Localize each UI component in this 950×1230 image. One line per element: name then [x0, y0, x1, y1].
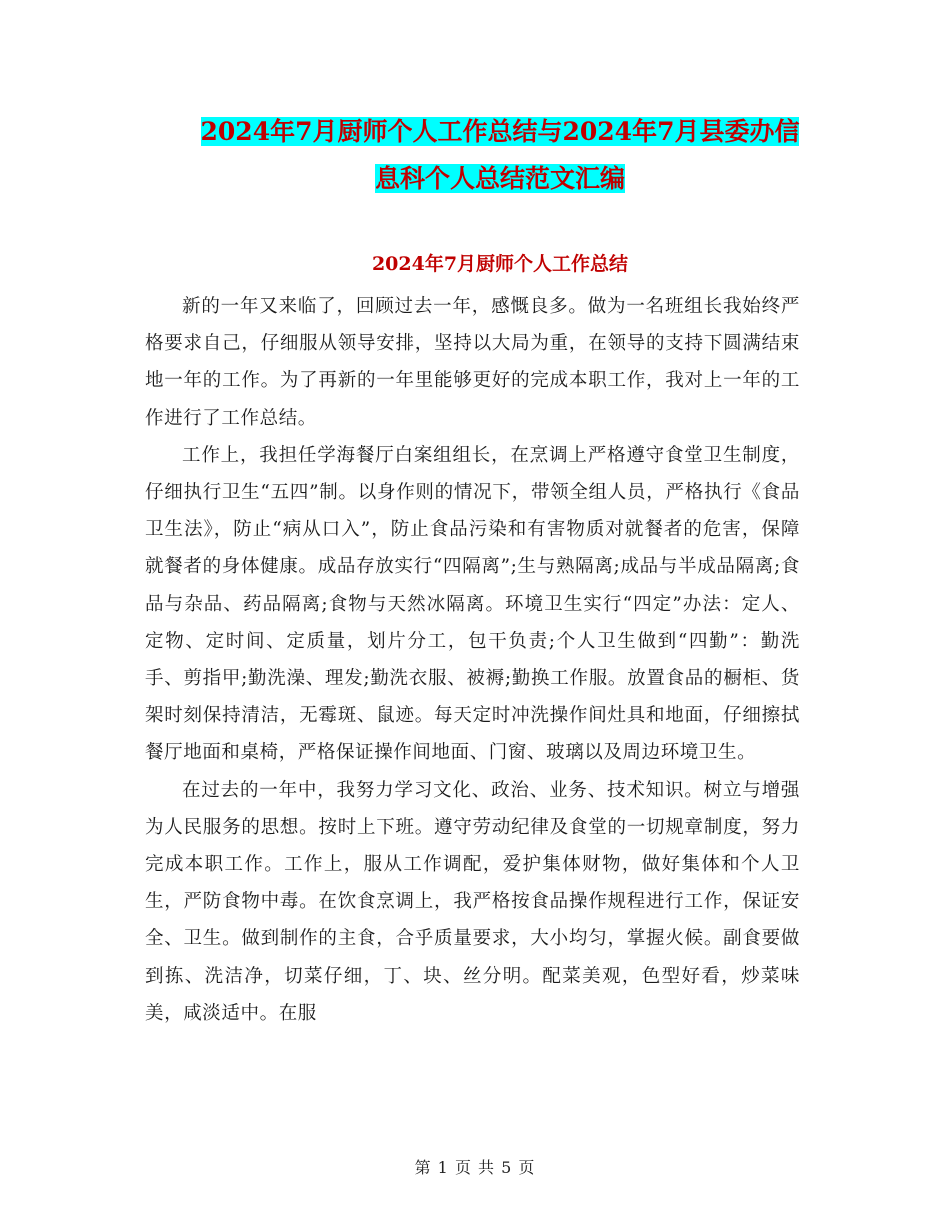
title-line-2 [140, 155, 860, 202]
section-title: 2024年7月厨师个人工作总结 [371, 253, 629, 275]
paragraph: 工作上，我担任学海餐厅白案组组长，在烹调上严格遵守食堂卫生制度，仔细执行卫生“五四”制。以身作则的情况下，带领全组人员，严格执行《食品卫生法》，防止“病从口入”，防止食品污染和有害物质对就餐者的危害，保障就餐者的身体健康。成品存放实行“四隔离”;生与熟隔离;成品与半成品隔离;食品与杂品、药品隔离;食物与天然冰隔离。环境卫生实行“四定”办法：定人、定物、定时间、定质量，划片分工，包干负责;个人卫生做到“四勤”：勤洗手、剪指甲;勤洗澡、理发;勤洗衣服、被褥;勤换工作服。放置食品的橱柜、货架时刻保持清洁，无霉斑、鼠迹。每天定时冲洗操作间灶具和地面，仔细擦拭餐厅地面和桌椅，严格保证操作间地面、门窗、玻璃以及周边环境卫生。 [145, 444, 800, 764]
page-footer: 第 1 页 共 5 页 [414, 1158, 536, 1177]
title-line-1-text: 2024年7月厨师个人工作总结与2024年7月县委办信 [200, 117, 800, 146]
body-text [145, 288, 800, 1032]
paragraph: 新的一年又来临了，回顾过去一年，感慨良多。做为一名班组长我始终严格要求自己，仔细服从领导安排，坚持以大局为重，在领导的支持下圆满结束地一年的工作。为了再新的一年里能够更好的完成本职工作，我对上一年的工作进行了工作总结。 [145, 296, 800, 429]
title-line-2-text: 息科个人总结范文汇编 [374, 164, 625, 193]
title-line-1 [140, 108, 860, 155]
paragraph: 在过去的一年中，我努力学习文化、政治、业务、技术知识。树立与增强为人民服务的思想。按时上下班。遵守劳动纪律及食堂的一切规章制度，努力完成本职工作。工作上，服从工作调配，爱护集体财物，做好集体和个人卫生，严防食物中毒。在饮食烹调上，我严格按食品操作规程进行工作，保证安全、卫生。做到制作的主食，合乎质量要求，大小均匀，掌握火候。副食要做到拣、洗洁净，切菜仔细，丁、块、丝分明。配菜美观，色型好看，炒菜味美，咸淡适中。在服 [145, 779, 800, 1024]
document-title [140, 108, 860, 202]
